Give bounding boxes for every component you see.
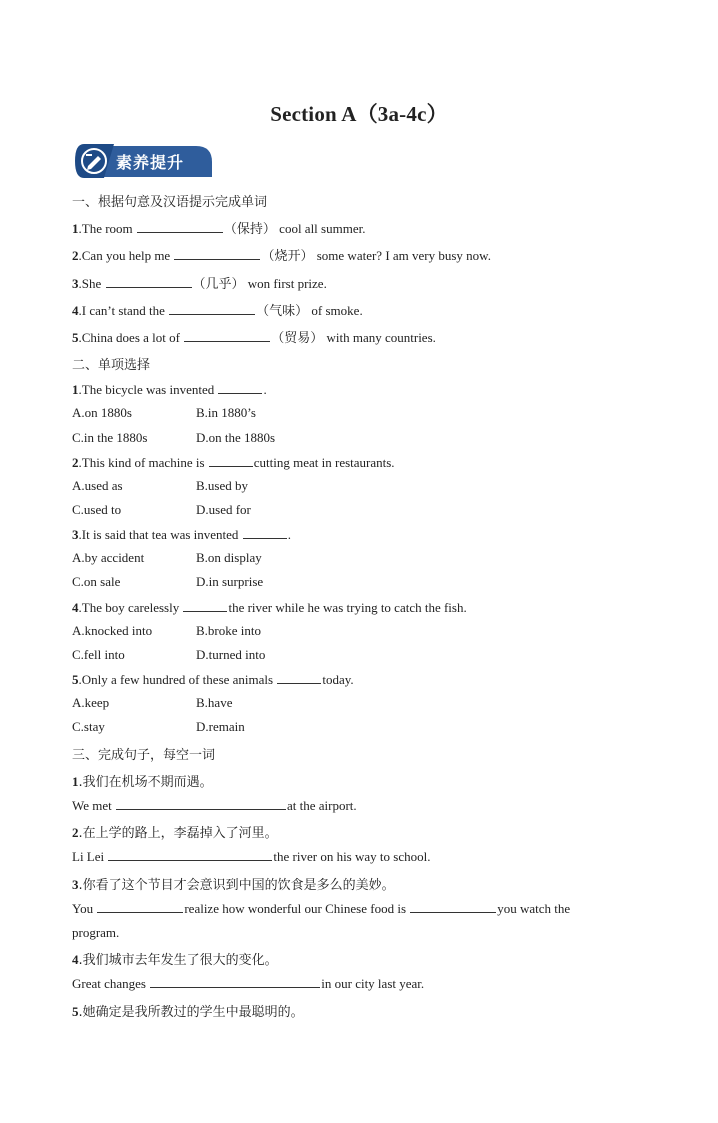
option-a[interactable]: A.knocked into	[72, 623, 153, 638]
part3-item-5-cn: 5.她确定是我所教过的学生中最聪明的。	[72, 1004, 304, 1020]
part1-item-1: 1.The room （保持） cool all summer.	[72, 221, 366, 237]
part3-item-3-cn: 3.你看了这个节目才会意识到中国的饮食是多么的美妙。	[72, 877, 395, 893]
answer-blank[interactable]	[183, 599, 227, 612]
part1-item-5: 5.China does a lot of （贸易） with many countries.	[72, 330, 436, 346]
part3-item-3-en: You realize how wonderful our Chinese food is you watch the	[72, 901, 571, 916]
answer-blank[interactable]	[243, 526, 287, 539]
section-banner	[74, 143, 214, 179]
part3-item-1-cn: 1.我们在机场不期而遇。	[72, 774, 213, 790]
part3-item-1-en: We met at the airport.	[72, 798, 357, 813]
option-c[interactable]: C.in the 1880s	[72, 430, 148, 445]
part3-item-4-en: Great changes in our city last year.	[72, 976, 425, 991]
mc-question-2: 2.This kind of machine is cutting meat in restaurants.	[72, 455, 395, 470]
option-d[interactable]: D.remain	[196, 719, 245, 734]
part1-item-3: 3.She （几乎） won first prize.	[72, 276, 327, 292]
answer-blank[interactable]	[218, 381, 262, 394]
option-b[interactable]: B.in 1880’s	[196, 405, 256, 420]
part3-item-4-cn: 4.我们城市去年发生了很大的变化。	[72, 952, 278, 968]
part1-item-4: 4.I can’t stand the （气味） of smoke.	[72, 303, 363, 319]
mc-question-1: 1.The bicycle was invented .	[72, 382, 267, 397]
answer-blank[interactable]	[277, 671, 321, 684]
part3-item-2-cn: 2.在上学的路上，李磊掉入了河里。	[72, 825, 278, 841]
pencil-book-icon	[80, 147, 108, 175]
answer-blank[interactable]	[150, 975, 320, 988]
part3-heading: 三、完成句子，每空一词	[72, 748, 216, 763]
option-d[interactable]: D.turned into	[196, 647, 266, 662]
mc-question-4: 4.The boy carelessly the river while he was trying to catch the fish.	[72, 600, 467, 615]
answer-blank[interactable]	[410, 900, 496, 913]
banner-label: 素养提升	[116, 153, 185, 172]
part3-item-2-en: Li Lei the river on his way to school.	[72, 849, 431, 864]
part3-item-3-en-wrap: program.	[72, 925, 120, 940]
mc-question-5: 5.Only a few hundred of these animals today.	[72, 672, 354, 687]
option-a[interactable]: A.on 1880s	[72, 405, 132, 420]
option-a[interactable]: A.keep	[72, 695, 110, 710]
option-b[interactable]: B.used by	[196, 478, 248, 493]
answer-blank[interactable]	[106, 275, 192, 288]
answer-blank[interactable]	[169, 302, 255, 315]
option-a[interactable]: A.by accident	[72, 550, 145, 565]
part2-heading: 二、单项选择	[72, 358, 151, 373]
answer-blank[interactable]	[137, 220, 223, 233]
mc-question-3: 3.It is said that tea was invented .	[72, 527, 291, 542]
option-c[interactable]: C.used to	[72, 502, 122, 517]
part1-item-2: 2.Can you help me （烧开） some water? I am very busy now.	[72, 248, 491, 264]
answer-blank[interactable]	[209, 454, 253, 467]
answer-blank[interactable]	[174, 247, 260, 260]
option-b[interactable]: B.on display	[196, 550, 262, 565]
option-c[interactable]: C.stay	[72, 719, 105, 734]
option-b[interactable]: B.have	[196, 695, 233, 710]
answer-blank[interactable]	[97, 900, 183, 913]
part1-heading: 一、根据句意及汉语提示完成单词	[72, 195, 268, 210]
option-d[interactable]: D.used for	[196, 502, 251, 517]
option-c[interactable]: C.fell into	[72, 647, 125, 662]
answer-blank[interactable]	[108, 848, 272, 861]
option-d[interactable]: D.in surprise	[196, 574, 264, 589]
answer-blank[interactable]	[116, 797, 286, 810]
page-title: Section A（3a-4c）	[270, 102, 448, 126]
option-d[interactable]: D.on the 1880s	[196, 430, 276, 445]
answer-blank[interactable]	[184, 329, 270, 342]
option-c[interactable]: C.on sale	[72, 574, 121, 589]
option-a[interactable]: A.used as	[72, 478, 123, 493]
option-b[interactable]: B.broke into	[196, 623, 261, 638]
